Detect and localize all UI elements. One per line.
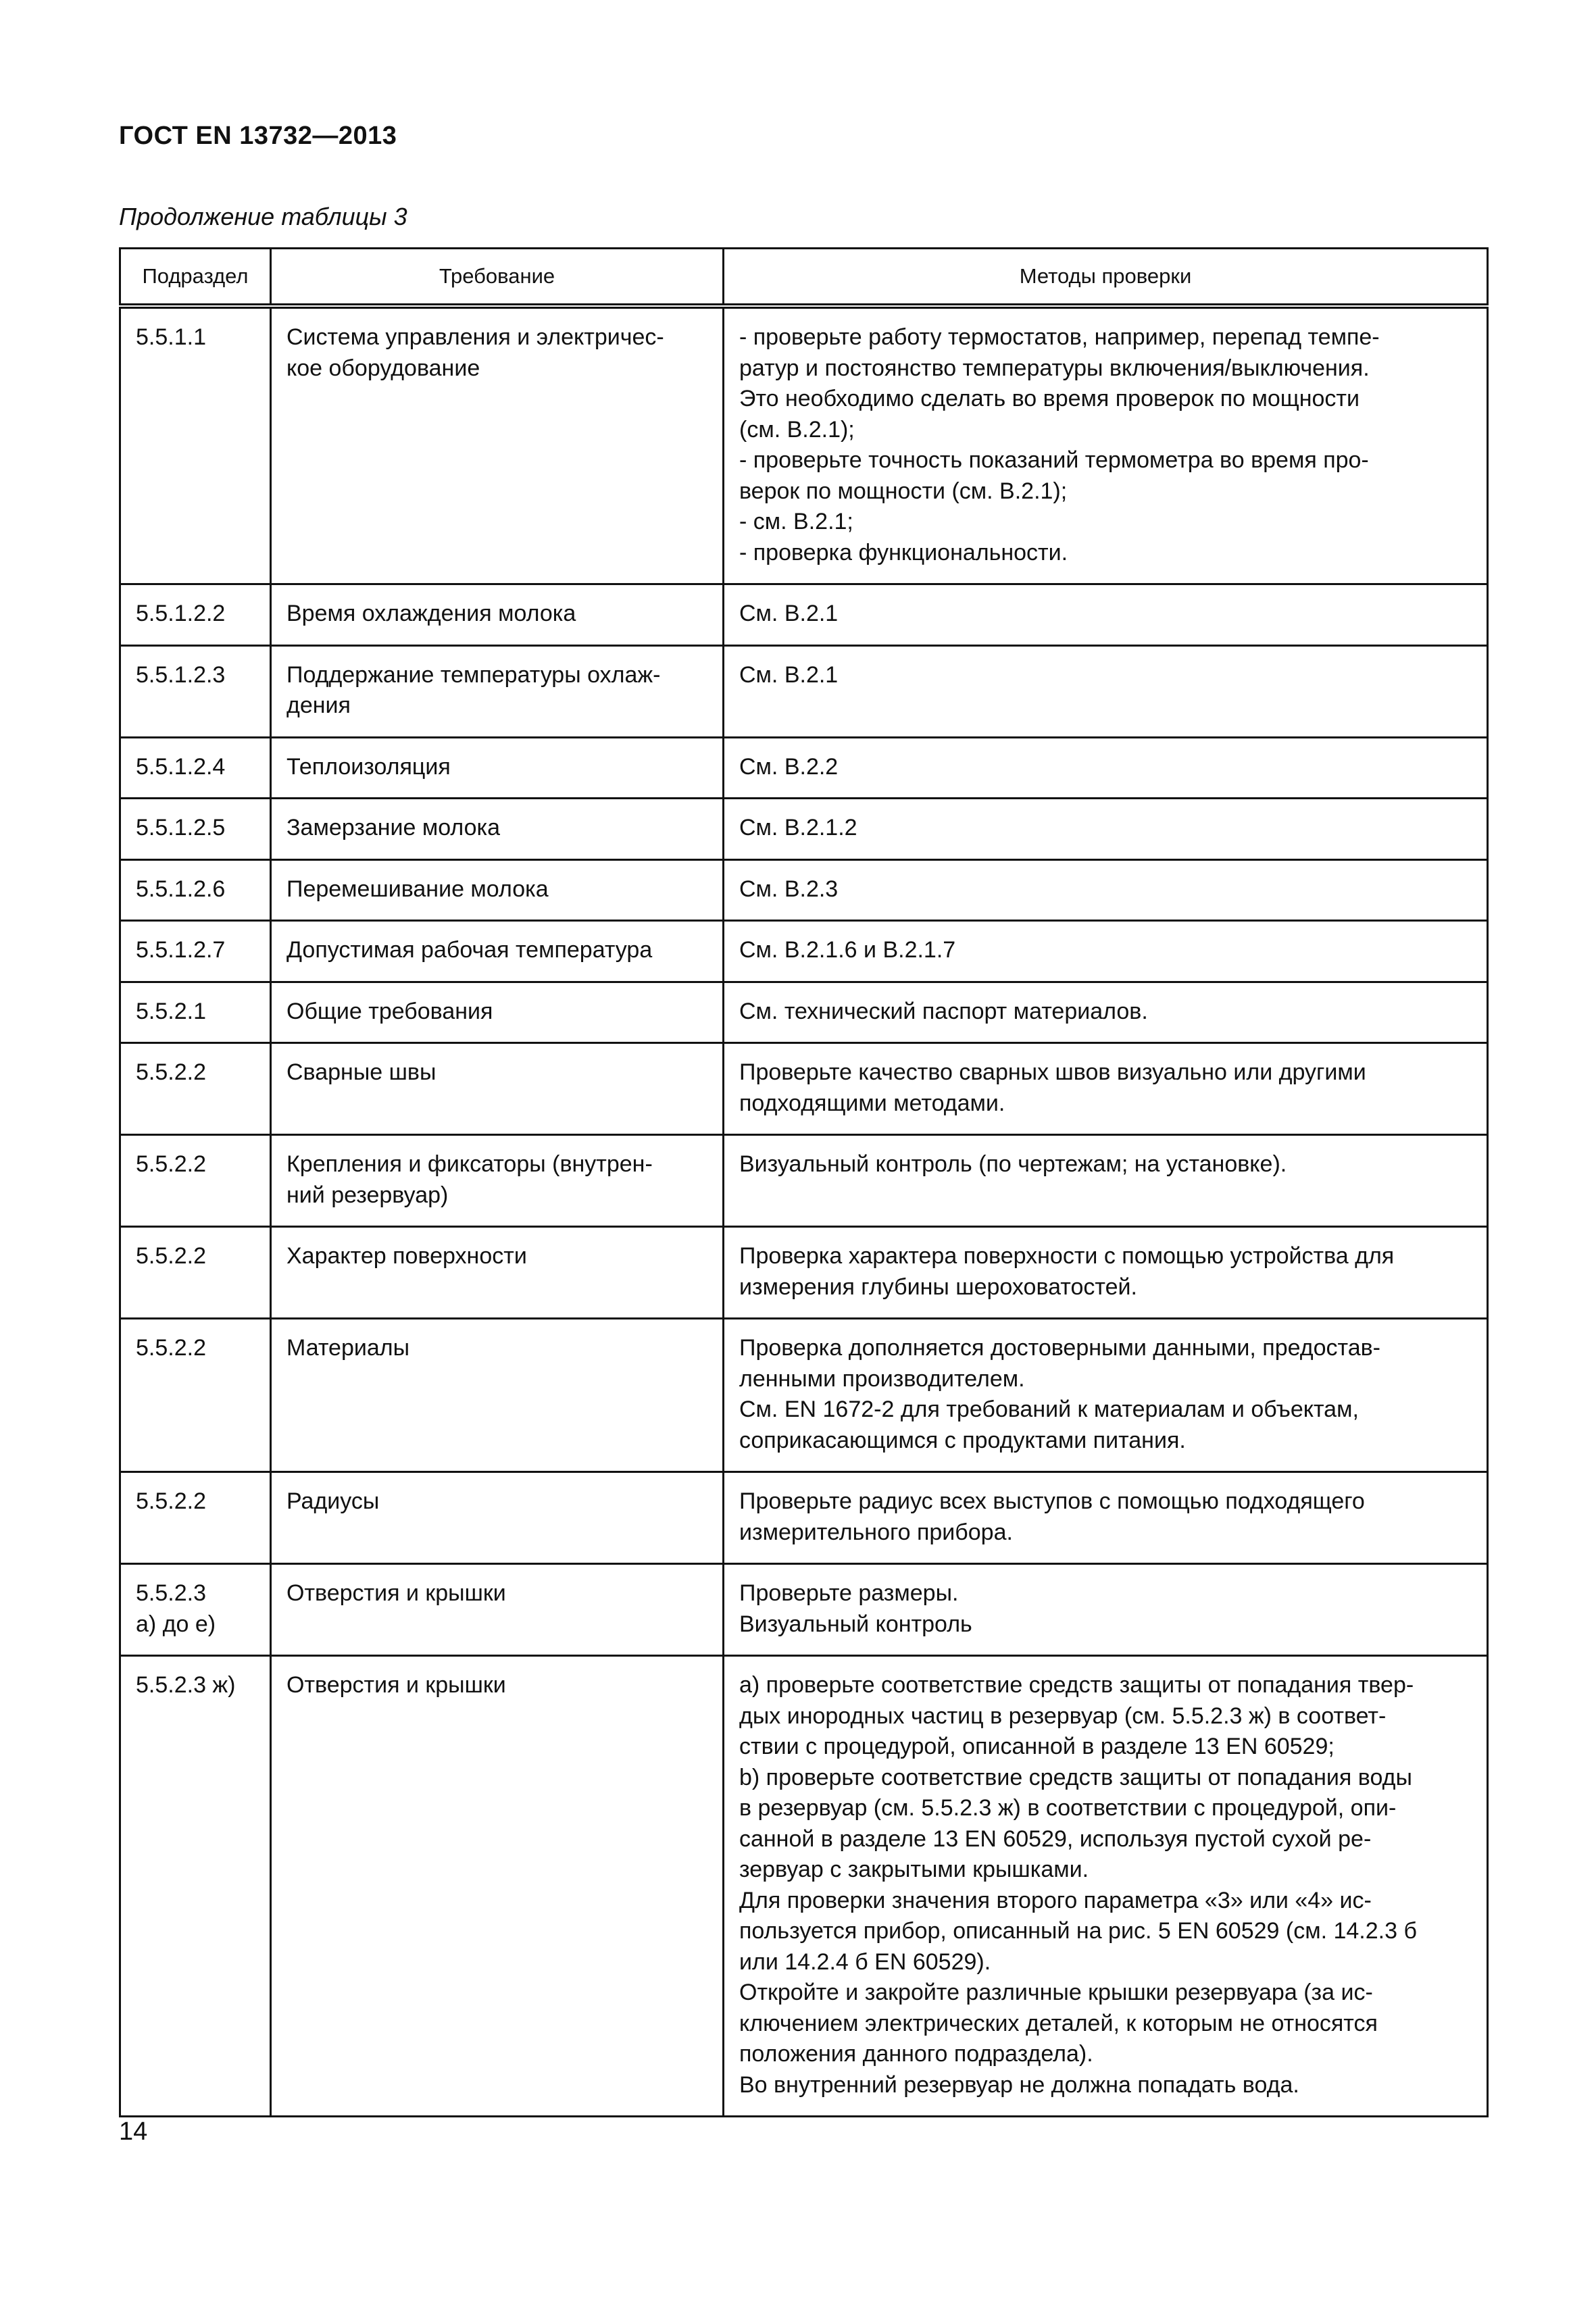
- method-cell: См. В.2.1.2: [724, 799, 1488, 860]
- section-cell: 5.5.2.3 ж): [120, 1656, 271, 2117]
- requirement-cell: Система управления и электричес- кое оборудование: [271, 306, 724, 584]
- method-cell: См. В.2.1: [724, 645, 1488, 737]
- method-cell: а) проверьте соответствие средств защиты от попадания твер- дых инородных частиц в резервуар (см. 5.5.2.3 ж) в соответ- ствии с процедурой, описанной в разделе 13 EN 60529; b) проверьте соответствие средств защиты от попадания воды в резервуар (см. 5.5.2.3 ж) в соответствии с процедурой, опи- санной в разделе 13 EN 60529, используя пустой сухой ре- зервуар с закрытыми крышками. Для проверки значения второго параметра «3» или «4» ис- пользуется прибор, описанный на рис. 5 EN 60529 (см. 14.2.3 б или 14.2.4 б EN 60529). Откройте и закройте различные крышки резервуара (за ис- ключением электрических деталей, к которым не относятся положения данного подраздела). Во внутренний резервуар не должна попадать вода.: [724, 1656, 1488, 2117]
- table-caption: Продолжение таблицы 3: [119, 203, 407, 230]
- section-cell: 5.5.2.3 а) до е): [120, 1564, 271, 1656]
- method-cell: Проверьте радиус всех выступов с помощью подходящего измерительного прибора.: [724, 1472, 1488, 1564]
- column-header-requirement: Требование: [271, 249, 724, 307]
- table-header-row: [120, 249, 1488, 307]
- section-cell: 5.5.2.2: [120, 1227, 271, 1319]
- requirement-cell: Время охлаждения молока: [271, 584, 724, 646]
- method-cell: Проверьте качество сварных швов визуально или другими подходящими методами.: [724, 1043, 1488, 1135]
- section-cell: 5.5.1.1: [120, 306, 271, 584]
- section-cell: 5.5.1.2.5: [120, 799, 271, 860]
- requirement-cell: Отверстия и крышки: [271, 1656, 724, 2117]
- method-cell: - проверьте работу термостатов, например, перепад темпе- ратур и постоянство температуры включения/выключения. Это необходимо сделать во время проверок по мощности (см. В.2.1); - проверьте точность показаний термометра во время про- верок по мощности (см. В.2.1); - см. В.2.1; - проверка функциональности.: [724, 306, 1488, 584]
- method-cell: Проверьте размеры. Визуальный контроль: [724, 1564, 1488, 1656]
- requirement-cell: Отверстия и крышки: [271, 1564, 724, 1656]
- table-row: [120, 1043, 1488, 1135]
- page-number: 14: [119, 2117, 148, 2146]
- method-cell: Проверка характера поверхности с помощью устройства для измерения глубины шероховатостей.: [724, 1227, 1488, 1319]
- table-row: [120, 1227, 1488, 1319]
- requirement-cell: Замерзание молока: [271, 799, 724, 860]
- method-cell: См. В.2.3: [724, 859, 1488, 921]
- table-row: [120, 1319, 1488, 1472]
- section-cell: 5.5.2.2: [120, 1319, 271, 1472]
- document-header: ГОСТ EN 13732—2013: [119, 122, 397, 150]
- section-cell: 5.5.1.2.2: [120, 584, 271, 646]
- section-cell: 5.5.1.2.7: [120, 921, 271, 982]
- section-cell: 5.5.1.2.4: [120, 737, 271, 799]
- requirement-cell: Крепления и фиксаторы (внутрен- ний резервуар): [271, 1135, 724, 1227]
- table-row: [120, 1472, 1488, 1564]
- section-cell: 5.5.2.2: [120, 1472, 271, 1564]
- requirement-cell: Сварные швы: [271, 1043, 724, 1135]
- method-cell: См. В.2.2: [724, 737, 1488, 799]
- section-cell: 5.5.2.2: [120, 1043, 271, 1135]
- table-row: [120, 584, 1488, 646]
- method-cell: См. В.2.1: [724, 584, 1488, 646]
- section-cell: 5.5.1.2.3: [120, 645, 271, 737]
- requirement-cell: Перемешивание молока: [271, 859, 724, 921]
- method-cell: См. технический паспорт материалов.: [724, 982, 1488, 1043]
- method-cell: См. В.2.1.6 и В.2.1.7: [724, 921, 1488, 982]
- column-header-methods: Методы проверки: [724, 249, 1488, 307]
- requirement-cell: Общие требования: [271, 982, 724, 1043]
- requirement-cell: Допустимая рабочая температура: [271, 921, 724, 982]
- table-row: [120, 1656, 1488, 2117]
- column-header-section: Подраздел: [120, 249, 271, 307]
- table-row: [120, 921, 1488, 982]
- requirement-cell: Радиусы: [271, 1472, 724, 1564]
- method-cell: Проверка дополняется достоверными данными, предостав- ленными производителем. См. EN 1672-2 для требований к материалам и объектам, соприкасающимся с продуктами питания.: [724, 1319, 1488, 1472]
- requirement-cell: Материалы: [271, 1319, 724, 1472]
- table-row: [120, 1564, 1488, 1656]
- requirement-cell: Характер поверхности: [271, 1227, 724, 1319]
- table-row: [120, 982, 1488, 1043]
- requirement-cell: Теплоизоляция: [271, 737, 724, 799]
- table-row: [120, 737, 1488, 799]
- requirement-cell: Поддержание температуры охлаж- дения: [271, 645, 724, 737]
- table-row: [120, 799, 1488, 860]
- table-row: [120, 306, 1488, 584]
- table-row: [120, 859, 1488, 921]
- table-row: [120, 645, 1488, 737]
- table-row: [120, 1135, 1488, 1227]
- verification-table: [119, 247, 1489, 2117]
- method-cell: Визуальный контроль (по чертежам; на установке).: [724, 1135, 1488, 1227]
- section-cell: 5.5.1.2.6: [120, 859, 271, 921]
- section-cell: 5.5.2.2: [120, 1135, 271, 1227]
- section-cell: 5.5.2.1: [120, 982, 271, 1043]
